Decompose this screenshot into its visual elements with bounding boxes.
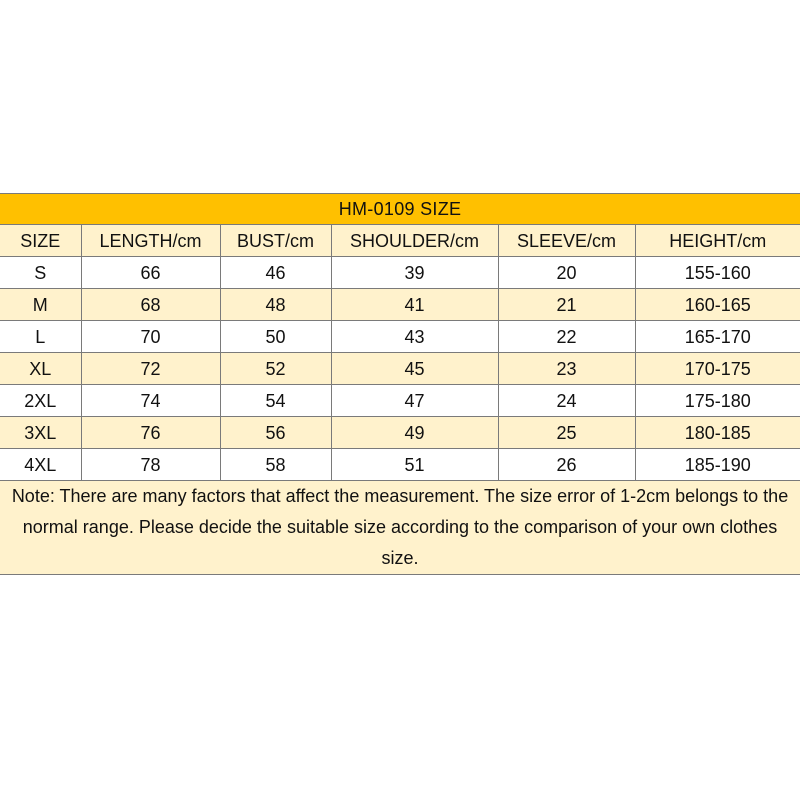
- table-cell: 160-165: [635, 289, 800, 321]
- header-size: SIZE: [0, 225, 81, 257]
- table-cell: 51: [331, 449, 498, 481]
- measurement-note: Note: There are many factors that affect the measurement. The size error of 1-2cm belongs to the normal range. Please decide the suitable size according to the comparison of your own clothes size.: [0, 481, 800, 575]
- table-cell: 180-185: [635, 417, 800, 449]
- table-cell: 78: [81, 449, 220, 481]
- table-row: [0, 353, 800, 385]
- table-cell: 52: [220, 353, 331, 385]
- table-cell: 170-175: [635, 353, 800, 385]
- table-cell: 41: [331, 289, 498, 321]
- table-cell: 58: [220, 449, 331, 481]
- header-shoulder: SHOULDER/cm: [331, 225, 498, 257]
- note-row: [0, 481, 800, 575]
- table-cell: 50: [220, 321, 331, 353]
- table-cell: 66: [81, 257, 220, 289]
- size-chart-table: [0, 193, 800, 575]
- table-cell: 45: [331, 353, 498, 385]
- table-cell: 21: [498, 289, 635, 321]
- header-bust: BUST/cm: [220, 225, 331, 257]
- table-row: [0, 417, 800, 449]
- table-row: [0, 257, 800, 289]
- table-cell: 20: [498, 257, 635, 289]
- table-cell: 74: [81, 385, 220, 417]
- table-cell: 4XL: [0, 449, 81, 481]
- header-height: HEIGHT/cm: [635, 225, 800, 257]
- header-row: [0, 225, 800, 257]
- table-cell: 72: [81, 353, 220, 385]
- table-cell: 25: [498, 417, 635, 449]
- table-cell: 46: [220, 257, 331, 289]
- table-cell: 39: [331, 257, 498, 289]
- table-cell: 185-190: [635, 449, 800, 481]
- table-row: [0, 289, 800, 321]
- title-row: [0, 194, 800, 225]
- table-cell: 76: [81, 417, 220, 449]
- table-cell: 48: [220, 289, 331, 321]
- table-cell: L: [0, 321, 81, 353]
- table-cell: XL: [0, 353, 81, 385]
- header-sleeve: SLEEVE/cm: [498, 225, 635, 257]
- header-length: LENGTH/cm: [81, 225, 220, 257]
- table-cell: 175-180: [635, 385, 800, 417]
- table-cell: 2XL: [0, 385, 81, 417]
- table-cell: 155-160: [635, 257, 800, 289]
- table-cell: 70: [81, 321, 220, 353]
- table-cell: 165-170: [635, 321, 800, 353]
- table-cell: 23: [498, 353, 635, 385]
- table-cell: 24: [498, 385, 635, 417]
- chart-title: HM-0109 SIZE: [0, 194, 800, 225]
- table-cell: S: [0, 257, 81, 289]
- table-cell: 26: [498, 449, 635, 481]
- table-cell: 56: [220, 417, 331, 449]
- table-cell: 49: [331, 417, 498, 449]
- table-cell: 3XL: [0, 417, 81, 449]
- table-cell: 54: [220, 385, 331, 417]
- table-cell: 47: [331, 385, 498, 417]
- table-row: [0, 321, 800, 353]
- table-cell: 22: [498, 321, 635, 353]
- table-row: [0, 385, 800, 417]
- table-row: [0, 449, 800, 481]
- table-cell: 68: [81, 289, 220, 321]
- table-cell: M: [0, 289, 81, 321]
- table-cell: 43: [331, 321, 498, 353]
